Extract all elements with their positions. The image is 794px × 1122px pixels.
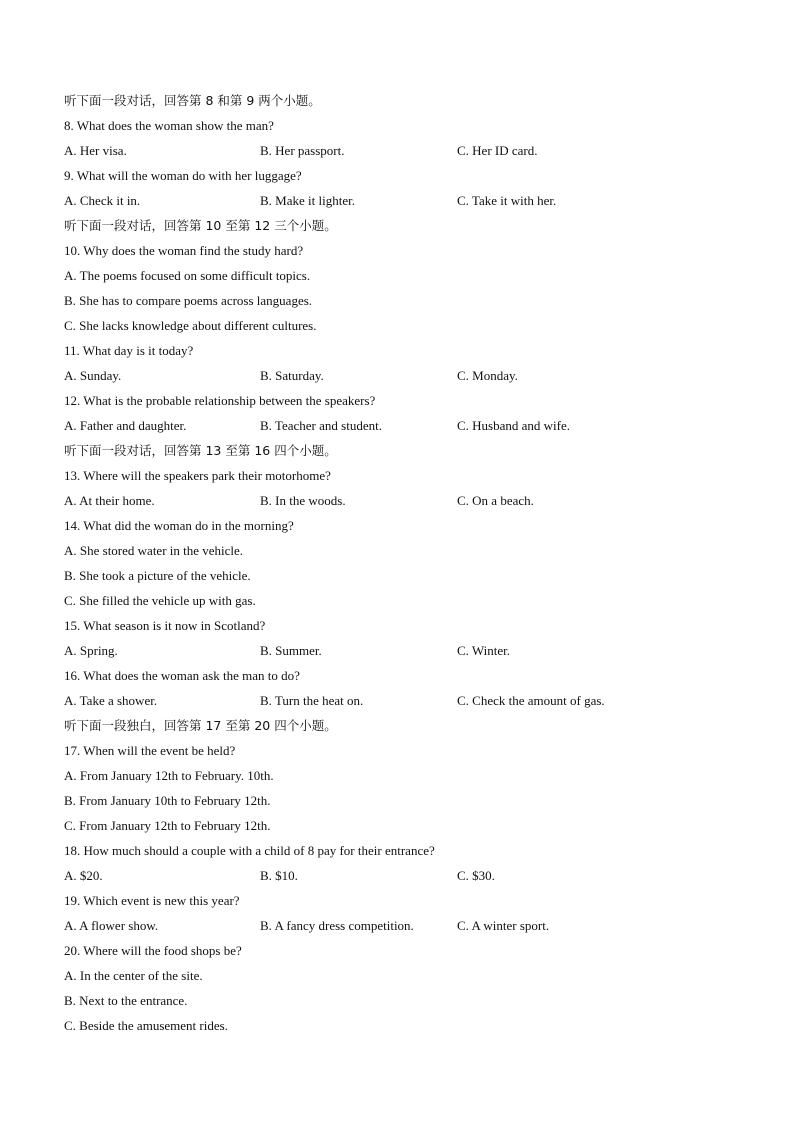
question-19: 19. Which event is new this year? (64, 893, 240, 908)
option-14-b: B. She took a picture of the vehicle. (64, 568, 251, 583)
question-11: 11. What day is it today? (64, 343, 194, 358)
option-17-a: A. From January 12th to February. 10th. (64, 768, 274, 783)
option-20-a: A. In the center of the site. (64, 968, 203, 983)
option-12-c: C. Husband and wife. (457, 418, 571, 433)
option-11-c: C. Monday. (457, 368, 518, 383)
option-18-b: B. $10. (260, 868, 298, 883)
option-11-b: B. Saturday. (260, 368, 324, 383)
option-16-c: C. Check the amount of gas. (457, 693, 605, 708)
options-12 (64, 413, 754, 438)
option-12-a: A. Father and daughter. (64, 418, 187, 433)
question-15: 15. What season is it now in Scotland? (64, 618, 266, 633)
exam-page (64, 88, 754, 1038)
question-16: 16. What does the woman ask the man to do? (64, 668, 300, 683)
option-16-a: A. Take a shower. (64, 693, 158, 708)
question-10: 10. Why does the woman find the study hard? (64, 243, 304, 258)
question-9: 9. What will the woman do with her luggage? (64, 168, 302, 183)
question-12: 12. What is the probable relationship between the speakers? (64, 393, 376, 408)
question-13: 13. Where will the speakers park their motorhome? (64, 468, 331, 483)
question-18: 18. How much should a couple with a child of 8 pay for their entrance? (64, 843, 435, 858)
option-19-c: C. A winter sport. (457, 918, 550, 933)
option-16-b: B. Turn the heat on. (260, 693, 364, 708)
option-9-a: A. Check it in. (64, 193, 141, 208)
option-14-a: A. She stored water in the vehicle. (64, 543, 244, 558)
option-18-a: A. $20. (64, 868, 103, 883)
options-16 (64, 688, 754, 713)
option-19-a: A. A flower show. (64, 918, 159, 933)
options-19 (64, 913, 754, 938)
question-14: 14. What did the woman do in the morning? (64, 518, 294, 533)
section-instruction-17-20: 听下面一段独白，回答第 17 至第 20 四个小题。 (64, 718, 337, 733)
options-18 (64, 863, 754, 888)
option-17-c: C. From January 12th to February 12th. (64, 818, 271, 833)
option-17-b: B. From January 10th to February 12th. (64, 793, 271, 808)
option-13-a: A. At their home. (64, 493, 155, 508)
options-9 (64, 188, 754, 213)
option-10-b: B. She has to compare poems across languages. (64, 293, 313, 308)
option-9-b: B. Make it lighter. (260, 193, 355, 208)
options-13 (64, 488, 754, 513)
option-15-c: C. Winter. (457, 643, 511, 658)
option-11-a: A. Sunday. (64, 368, 122, 383)
options-8 (64, 138, 754, 163)
option-10-c: C. She lacks knowledge about different cultures. (64, 318, 317, 333)
option-14-c: C. She filled the vehicle up with gas. (64, 593, 256, 608)
option-9-c: C. Take it with her. (457, 193, 557, 208)
option-19-b: B. A fancy dress competition. (260, 918, 414, 933)
question-20: 20. Where will the food shops be? (64, 943, 242, 958)
option-18-c: C. $30. (457, 868, 495, 883)
option-13-c: C. On a beach. (457, 493, 534, 508)
options-11 (64, 363, 754, 388)
option-15-b: B. Summer. (260, 643, 322, 658)
section-instruction-10-12: 听下面一段对话，回答第 10 至第 12 三个小题。 (64, 218, 337, 233)
option-8-a: A. Her visa. (64, 143, 127, 158)
option-15-a: A. Spring. (64, 643, 118, 658)
option-10-a: A. The poems focused on some difficult topics. (64, 268, 311, 283)
question-8: 8. What does the woman show the man? (64, 118, 274, 133)
options-15 (64, 638, 754, 663)
option-20-c: C. Beside the amusement rides. (64, 1018, 228, 1033)
section-instruction-13-16: 听下面一段对话，回答第 13 至第 16 四个小题。 (64, 443, 337, 458)
option-8-b: B. Her passport. (260, 143, 345, 158)
question-17: 17. When will the event be held? (64, 743, 236, 758)
section-instruction-8-9: 听下面一段对话，回答第 8 和第 9 两个小题。 (64, 93, 321, 108)
option-12-b: B. Teacher and student. (260, 418, 382, 433)
option-13-b: B. In the woods. (260, 493, 346, 508)
option-8-c: C. Her ID card. (457, 143, 538, 158)
option-20-b: B. Next to the entrance. (64, 993, 188, 1008)
